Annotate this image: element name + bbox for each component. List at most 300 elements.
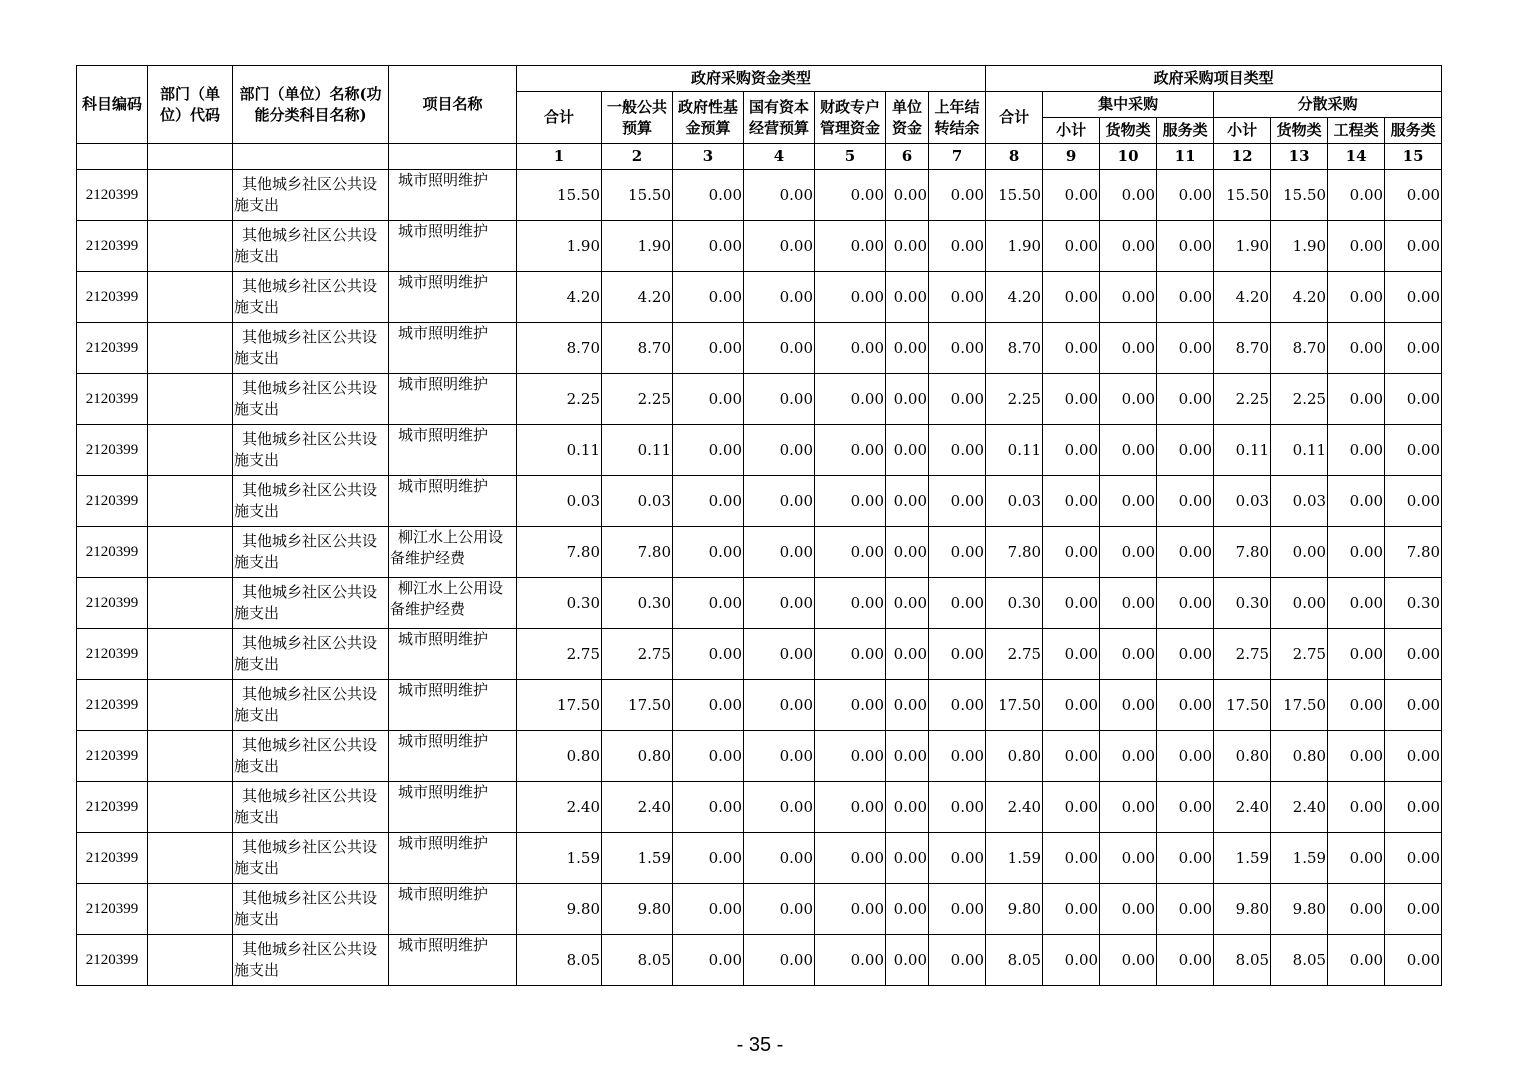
cell-value: 0.00 — [815, 170, 886, 221]
cell-value: 0.03 — [602, 476, 673, 527]
cell-value: 2.40 — [986, 782, 1043, 833]
cell-value: 0.00 — [744, 680, 815, 731]
cell-dept-code — [148, 935, 233, 986]
cell-dept-name: 其他城乡社区公共设施支出 — [233, 833, 389, 884]
cell-value: 0.00 — [815, 680, 886, 731]
cell-value: 0.00 — [886, 833, 929, 884]
column-number: 13 — [1271, 144, 1328, 170]
cell-value: 0.00 — [673, 578, 744, 629]
cell-value: 0.00 — [886, 221, 929, 272]
cell-value: 0.00 — [1043, 476, 1100, 527]
cell-value: 0.00 — [1157, 782, 1214, 833]
header-gov-fund: 政府性基金预算 — [673, 92, 744, 144]
cell-value: 7.80 — [602, 527, 673, 578]
cell-value: 0.00 — [815, 374, 886, 425]
cell-code: 2120399 — [77, 629, 148, 680]
cell-value: 0.00 — [1385, 629, 1442, 680]
cell-value: 0.00 — [815, 935, 886, 986]
cell-value: 0.00 — [1328, 782, 1385, 833]
cell-value: 0.00 — [1385, 221, 1442, 272]
cell-code: 2120399 — [77, 680, 148, 731]
cell-value: 4.20 — [602, 272, 673, 323]
cell-value: 0.00 — [886, 170, 929, 221]
cell-value: 15.50 — [1271, 170, 1328, 221]
cell-value: 0.00 — [1157, 323, 1214, 374]
cell-value: 0.00 — [815, 629, 886, 680]
cell-value: 0.00 — [673, 629, 744, 680]
cell-value: 0.00 — [1157, 731, 1214, 782]
cell-code: 2120399 — [77, 323, 148, 374]
cell-value: 0.00 — [744, 425, 815, 476]
cell-value: 8.05 — [517, 935, 602, 986]
cell-value: 0.00 — [929, 782, 986, 833]
cell-value: 1.59 — [1214, 833, 1271, 884]
cell-project: 柳江水上公用设备维护经费 — [389, 527, 517, 578]
cell-value: 0.00 — [673, 680, 744, 731]
cell-value: 0.00 — [1328, 578, 1385, 629]
cell-value: 0.00 — [929, 680, 986, 731]
header-fiscal-special: 财政专户管理资金 — [815, 92, 886, 144]
cell-value: 0.00 — [1043, 833, 1100, 884]
cell-value: 0.00 — [929, 170, 986, 221]
cell-project: 城市照明维护 — [389, 731, 517, 782]
cell-dept-code — [148, 374, 233, 425]
table-row — [77, 782, 1442, 833]
cell-value: 0.00 — [1157, 476, 1214, 527]
cell-value: 0.00 — [1043, 272, 1100, 323]
cell-value: 0.00 — [1271, 578, 1328, 629]
cell-value: 0.00 — [815, 884, 886, 935]
cell-value: 0.00 — [1100, 731, 1157, 782]
cell-value: 0.00 — [744, 833, 815, 884]
cell-dept-code — [148, 272, 233, 323]
cell-value: 2.40 — [1214, 782, 1271, 833]
cell-value: 0.00 — [744, 323, 815, 374]
cell-dept-code — [148, 170, 233, 221]
cell-value: 0.00 — [929, 527, 986, 578]
cell-value: 0.00 — [1328, 884, 1385, 935]
cell-value: 0.00 — [1100, 272, 1157, 323]
cell-value: 8.70 — [986, 323, 1043, 374]
cell-value: 9.80 — [1214, 884, 1271, 935]
cell-value: 0.00 — [929, 884, 986, 935]
cell-project: 城市照明维护 — [389, 374, 517, 425]
cell-value: 0.00 — [1385, 425, 1442, 476]
cell-dept-name: 其他城乡社区公共设施支出 — [233, 170, 389, 221]
cell-value: 2.40 — [1271, 782, 1328, 833]
cell-value: 0.00 — [1157, 833, 1214, 884]
table-row — [77, 833, 1442, 884]
cell-dept-code — [148, 476, 233, 527]
cell-dept-name: 其他城乡社区公共设施支出 — [233, 782, 389, 833]
cell-value: 0.00 — [929, 578, 986, 629]
header-dept-name: 部门（单位）名称(功能分类科目名称) — [233, 66, 389, 144]
column-number: 2 — [602, 144, 673, 170]
cell-value: 2.75 — [602, 629, 673, 680]
cell-project: 城市照明维护 — [389, 935, 517, 986]
column-number: 5 — [815, 144, 886, 170]
header-d-subtotal: 小计 — [1214, 118, 1271, 144]
table-row — [77, 374, 1442, 425]
cell-value: 0.11 — [517, 425, 602, 476]
cell-value: 0.00 — [744, 935, 815, 986]
cell-value: 0.80 — [1271, 731, 1328, 782]
cell-value: 9.80 — [1271, 884, 1328, 935]
cell-value: 4.20 — [517, 272, 602, 323]
header-dispersed: 分散采购 — [1214, 92, 1442, 118]
cell-value: 0.00 — [929, 833, 986, 884]
cell-value: 0.00 — [929, 272, 986, 323]
table-row — [77, 476, 1442, 527]
cell-value: 0.00 — [1385, 935, 1442, 986]
table-row — [77, 221, 1442, 272]
table-body — [77, 170, 1442, 986]
cell-project: 城市照明维护 — [389, 323, 517, 374]
cell-value: 0.80 — [1214, 731, 1271, 782]
cell-value: 8.05 — [1214, 935, 1271, 986]
cell-dept-name: 其他城乡社区公共设施支出 — [233, 731, 389, 782]
cell-value: 0.00 — [929, 629, 986, 680]
cell-value: 0.00 — [1328, 170, 1385, 221]
cell-value: 0.00 — [886, 527, 929, 578]
cell-dept-name: 其他城乡社区公共设施支出 — [233, 578, 389, 629]
table-row — [77, 425, 1442, 476]
column-number: 8 — [986, 144, 1043, 170]
header-carryover: 上年结转结余 — [929, 92, 986, 144]
header-proj-total: 合计 — [986, 92, 1043, 144]
cell-code: 2120399 — [77, 935, 148, 986]
cell-value: 0.00 — [1385, 323, 1442, 374]
cell-value: 0.00 — [1100, 629, 1157, 680]
cell-value: 15.50 — [986, 170, 1043, 221]
cell-value: 0.00 — [673, 782, 744, 833]
column-number: 1 — [517, 144, 602, 170]
cell-project: 城市照明维护 — [389, 425, 517, 476]
cell-value: 0.00 — [1271, 527, 1328, 578]
cell-value: 0.80 — [517, 731, 602, 782]
cell-dept-code — [148, 731, 233, 782]
cell-value: 7.80 — [986, 527, 1043, 578]
cell-value: 4.20 — [986, 272, 1043, 323]
cell-dept-name: 其他城乡社区公共设施支出 — [233, 272, 389, 323]
cell-value: 0.00 — [673, 935, 744, 986]
cell-value: 0.00 — [815, 731, 886, 782]
column-number-row — [77, 144, 1442, 170]
table-row — [77, 272, 1442, 323]
cell-code: 2120399 — [77, 884, 148, 935]
procurement-table — [76, 65, 1442, 986]
header-d-goods: 货物类 — [1271, 118, 1328, 144]
column-number: 15 — [1385, 144, 1442, 170]
cell-value: 8.70 — [1271, 323, 1328, 374]
cell-dept-code — [148, 425, 233, 476]
header-state-capital: 国有资本经营预算 — [744, 92, 815, 144]
cell-value: 0.00 — [744, 221, 815, 272]
table-row — [77, 629, 1442, 680]
cell-value: 8.05 — [602, 935, 673, 986]
cell-value: 0.00 — [886, 680, 929, 731]
cell-value: 0.00 — [815, 476, 886, 527]
cell-value: 0.80 — [986, 731, 1043, 782]
cell-value: 0.30 — [986, 578, 1043, 629]
cell-value: 0.00 — [744, 731, 815, 782]
cell-value: 1.59 — [986, 833, 1043, 884]
cell-value: 0.30 — [1385, 578, 1442, 629]
column-number-blank — [148, 144, 233, 170]
column-number: 9 — [1043, 144, 1100, 170]
cell-value: 9.80 — [986, 884, 1043, 935]
cell-value: 0.00 — [929, 935, 986, 986]
cell-value: 0.00 — [1328, 272, 1385, 323]
header-dept-code: 部门（单位）代码 — [148, 66, 233, 144]
cell-project: 城市照明维护 — [389, 833, 517, 884]
cell-value: 0.00 — [1385, 782, 1442, 833]
header-code: 科目编码 — [77, 66, 148, 144]
cell-value: 0.00 — [744, 527, 815, 578]
cell-value: 0.00 — [1328, 527, 1385, 578]
cell-dept-name: 其他城乡社区公共设施支出 — [233, 629, 389, 680]
cell-value: 0.00 — [1328, 731, 1385, 782]
cell-value: 17.50 — [517, 680, 602, 731]
cell-dept-name: 其他城乡社区公共设施支出 — [233, 935, 389, 986]
cell-value: 0.00 — [886, 425, 929, 476]
cell-value: 0.11 — [602, 425, 673, 476]
cell-value: 0.00 — [929, 731, 986, 782]
cell-value: 0.00 — [1043, 680, 1100, 731]
cell-value: 0.00 — [815, 833, 886, 884]
cell-value: 0.00 — [1043, 221, 1100, 272]
cell-value: 0.00 — [1100, 680, 1157, 731]
cell-dept-code — [148, 578, 233, 629]
cell-value: 8.05 — [986, 935, 1043, 986]
cell-code: 2120399 — [77, 374, 148, 425]
cell-code: 2120399 — [77, 782, 148, 833]
cell-value: 0.00 — [1043, 527, 1100, 578]
cell-dept-code — [148, 782, 233, 833]
cell-dept-name: 其他城乡社区公共设施支出 — [233, 221, 389, 272]
cell-code: 2120399 — [77, 527, 148, 578]
table-row — [77, 935, 1442, 986]
cell-value: 0.00 — [886, 374, 929, 425]
column-number: 4 — [744, 144, 815, 170]
cell-value: 0.00 — [744, 272, 815, 323]
cell-dept-name: 其他城乡社区公共设施支出 — [233, 476, 389, 527]
table-header — [77, 66, 1442, 170]
cell-code: 2120399 — [77, 476, 148, 527]
cell-value: 2.40 — [517, 782, 602, 833]
cell-value: 0.00 — [673, 476, 744, 527]
column-number-blank — [233, 144, 389, 170]
header-c-service: 服务类 — [1157, 118, 1214, 144]
cell-value: 0.00 — [815, 425, 886, 476]
cell-value: 0.00 — [1157, 425, 1214, 476]
cell-value: 0.00 — [1157, 374, 1214, 425]
cell-value: 0.00 — [1043, 170, 1100, 221]
header-unit-fund: 单位资金 — [886, 92, 929, 144]
cell-code: 2120399 — [77, 731, 148, 782]
cell-value: 0.00 — [744, 374, 815, 425]
cell-value: 0.00 — [673, 374, 744, 425]
header-d-service: 服务类 — [1385, 118, 1442, 144]
cell-value: 0.00 — [929, 323, 986, 374]
cell-value: 0.00 — [1385, 884, 1442, 935]
cell-value: 0.00 — [886, 476, 929, 527]
cell-value: 0.80 — [602, 731, 673, 782]
cell-value: 0.00 — [1328, 935, 1385, 986]
cell-value: 7.80 — [1214, 527, 1271, 578]
cell-project: 城市照明维护 — [389, 884, 517, 935]
header-fund-total: 合计 — [517, 92, 602, 144]
cell-value: 2.75 — [1271, 629, 1328, 680]
cell-value: 0.11 — [986, 425, 1043, 476]
cell-value: 8.70 — [1214, 323, 1271, 374]
cell-dept-code — [148, 629, 233, 680]
column-number: 12 — [1214, 144, 1271, 170]
cell-value: 0.11 — [1214, 425, 1271, 476]
cell-value: 2.75 — [1214, 629, 1271, 680]
cell-value: 17.50 — [602, 680, 673, 731]
cell-dept-name: 其他城乡社区公共设施支出 — [233, 527, 389, 578]
header-central: 集中采购 — [1043, 92, 1214, 118]
cell-value: 0.00 — [1157, 578, 1214, 629]
cell-value: 0.00 — [673, 731, 744, 782]
cell-value: 0.00 — [1157, 680, 1214, 731]
cell-value: 4.20 — [1214, 272, 1271, 323]
cell-value: 0.00 — [744, 578, 815, 629]
cell-value: 0.00 — [1043, 578, 1100, 629]
header-c-goods: 货物类 — [1100, 118, 1157, 144]
table-row — [77, 884, 1442, 935]
cell-value: 0.00 — [1100, 425, 1157, 476]
cell-value: 7.80 — [517, 527, 602, 578]
cell-project: 城市照明维护 — [389, 680, 517, 731]
cell-value: 0.00 — [744, 476, 815, 527]
cell-value: 2.25 — [986, 374, 1043, 425]
cell-value: 4.20 — [1271, 272, 1328, 323]
cell-value: 0.00 — [886, 629, 929, 680]
cell-dept-code — [148, 221, 233, 272]
cell-value: 0.00 — [929, 425, 986, 476]
column-number-blank — [389, 144, 517, 170]
cell-value: 0.03 — [986, 476, 1043, 527]
cell-value: 0.00 — [1043, 629, 1100, 680]
cell-value: 0.00 — [1328, 476, 1385, 527]
cell-value: 0.00 — [1043, 935, 1100, 986]
cell-value: 2.75 — [986, 629, 1043, 680]
cell-value: 0.00 — [1385, 374, 1442, 425]
header-d-works: 工程类 — [1328, 118, 1385, 144]
cell-project: 城市照明维护 — [389, 782, 517, 833]
cell-value: 8.05 — [1271, 935, 1328, 986]
cell-value: 0.00 — [1385, 272, 1442, 323]
cell-project: 城市照明维护 — [389, 629, 517, 680]
cell-value: 1.59 — [1271, 833, 1328, 884]
cell-value: 0.00 — [744, 629, 815, 680]
cell-value: 0.00 — [673, 323, 744, 374]
cell-value: 0.30 — [1214, 578, 1271, 629]
cell-value: 0.00 — [1100, 527, 1157, 578]
cell-value: 0.00 — [1328, 833, 1385, 884]
cell-dept-code — [148, 680, 233, 731]
cell-value: 0.00 — [1043, 323, 1100, 374]
cell-value: 0.00 — [673, 425, 744, 476]
column-number: 6 — [886, 144, 929, 170]
cell-dept-code — [148, 527, 233, 578]
cell-value: 17.50 — [1271, 680, 1328, 731]
cell-value: 0.00 — [673, 884, 744, 935]
cell-value: 1.59 — [602, 833, 673, 884]
cell-value: 0.00 — [1043, 731, 1100, 782]
cell-value: 1.90 — [602, 221, 673, 272]
cell-value: 0.00 — [1385, 833, 1442, 884]
cell-value: 0.00 — [886, 323, 929, 374]
cell-dept-name: 其他城乡社区公共设施支出 — [233, 680, 389, 731]
cell-value: 0.00 — [886, 731, 929, 782]
cell-value: 0.00 — [1328, 221, 1385, 272]
cell-value: 0.00 — [673, 833, 744, 884]
cell-value: 0.00 — [1100, 578, 1157, 629]
cell-value: 0.00 — [744, 884, 815, 935]
cell-value: 15.50 — [517, 170, 602, 221]
cell-value: 1.59 — [517, 833, 602, 884]
cell-value: 0.00 — [1100, 476, 1157, 527]
cell-project: 柳江水上公用设备维护经费 — [389, 578, 517, 629]
cell-value: 0.00 — [1100, 833, 1157, 884]
cell-value: 0.00 — [673, 272, 744, 323]
cell-value: 0.30 — [602, 578, 673, 629]
cell-value: 8.70 — [517, 323, 602, 374]
cell-value: 0.00 — [1100, 374, 1157, 425]
cell-value: 0.00 — [673, 170, 744, 221]
cell-value: 0.00 — [815, 221, 886, 272]
header-c-subtotal: 小计 — [1043, 118, 1100, 144]
cell-value: 9.80 — [602, 884, 673, 935]
cell-value: 0.00 — [1328, 323, 1385, 374]
table-row — [77, 680, 1442, 731]
cell-value: 0.00 — [673, 221, 744, 272]
cell-code: 2120399 — [77, 833, 148, 884]
cell-value: 7.80 — [1385, 527, 1442, 578]
column-number-blank — [77, 144, 148, 170]
cell-value: 9.80 — [517, 884, 602, 935]
cell-value: 0.00 — [1157, 935, 1214, 986]
cell-value: 0.00 — [815, 527, 886, 578]
cell-value: 15.50 — [1214, 170, 1271, 221]
cell-value: 0.11 — [1271, 425, 1328, 476]
header-fund-group: 政府采购资金类型 — [517, 66, 986, 92]
table-row — [77, 527, 1442, 578]
column-number: 11 — [1157, 144, 1214, 170]
cell-value: 0.00 — [673, 527, 744, 578]
cell-value: 0.03 — [517, 476, 602, 527]
cell-value: 2.25 — [602, 374, 673, 425]
cell-value: 0.00 — [1385, 170, 1442, 221]
cell-value: 2.75 — [517, 629, 602, 680]
cell-value: 0.00 — [815, 272, 886, 323]
cell-project: 城市照明维护 — [389, 170, 517, 221]
cell-code: 2120399 — [77, 272, 148, 323]
cell-value: 0.00 — [1100, 170, 1157, 221]
cell-value: 1.90 — [517, 221, 602, 272]
header-project: 项目名称 — [389, 66, 517, 144]
cell-value: 2.40 — [602, 782, 673, 833]
cell-value: 0.00 — [929, 221, 986, 272]
cell-value: 0.00 — [1328, 629, 1385, 680]
cell-value: 0.00 — [886, 884, 929, 935]
cell-code: 2120399 — [77, 425, 148, 476]
header-general-budget: 一般公共预算 — [602, 92, 673, 144]
cell-value: 0.00 — [1100, 782, 1157, 833]
